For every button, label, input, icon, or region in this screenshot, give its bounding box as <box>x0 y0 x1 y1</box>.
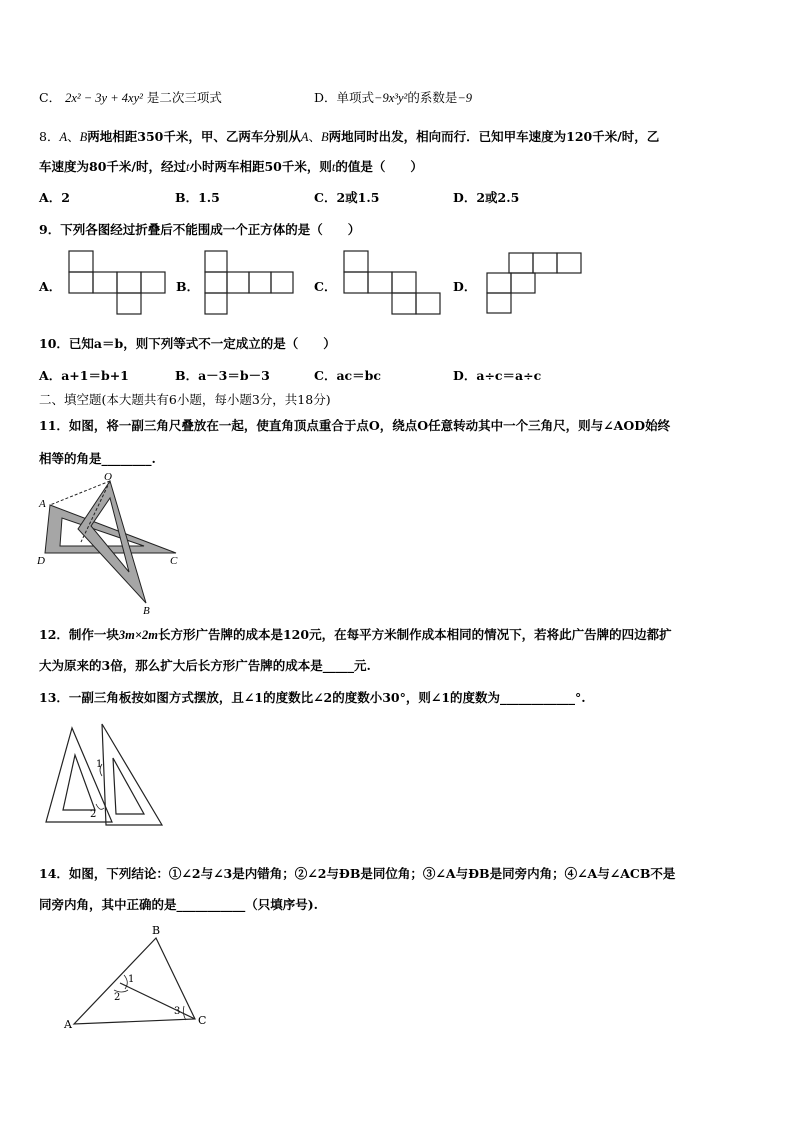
q13-figure <box>40 722 170 832</box>
q10-stem: 10．已知a＝b，则下列等式不一定成立的是（ ） <box>39 336 336 351</box>
label-angle-2: 2 <box>114 992 121 1003</box>
q8-point-b: B <box>79 130 88 144</box>
q12-text-2: 长方形广告牌的成本是120元，在每平方米制作成本相同的情况下，若将此广告牌的四边都扩 <box>157 627 672 642</box>
q7-c-label: C． <box>39 90 62 105</box>
q8-option-d: D．2或2.5 <box>453 190 520 205</box>
q8-number: 8． <box>39 129 60 144</box>
q9-label-b: B． <box>176 279 200 294</box>
q8-point-a: A <box>59 130 68 144</box>
label-angle-2: 2 <box>90 809 97 820</box>
q8-text-1: 两地相距350千米，甲、乙两车分别从 <box>87 129 301 144</box>
q8-option-a: A．2 <box>39 190 70 205</box>
q9-net-b <box>204 250 304 316</box>
q10-option-d: D．a÷c＝a÷c <box>453 368 542 383</box>
label-angle-1: 1 <box>96 759 103 770</box>
q8-option-b: B．1.5 <box>175 190 220 205</box>
q8-sep: 、 <box>67 129 80 144</box>
q11-line1: 11．如图，将一副三角尺叠放在一起，使直角顶点重合于点O，绕点O任意转动其中一个三角尺，则与∠AOD始终 <box>39 418 671 433</box>
label-b: B <box>143 605 150 617</box>
angle-3-arc <box>183 1006 186 1020</box>
label-b: B <box>152 924 161 937</box>
q14-line2: 同旁内角，其中正确的是___________（只填序号). <box>39 897 319 912</box>
q7-c-text: 是二次三项式 <box>146 90 222 105</box>
q12-dimensions: 3m×2m <box>118 628 158 642</box>
q9-net-a <box>68 250 168 316</box>
q7-d-value: −9 <box>457 91 473 105</box>
q8-text-3: 车速度为80千米/时，经过 <box>39 159 186 174</box>
q8-text-5: 的值是（ ） <box>335 159 423 174</box>
q14-figure <box>62 920 222 1035</box>
q7-d-label: D．单项式 <box>314 90 375 105</box>
triangle-left <box>46 728 112 822</box>
label-d: D <box>37 555 45 567</box>
label-angle-1: 1 <box>128 974 135 985</box>
q7-d-math: −9x³y² <box>374 91 408 105</box>
q7-c-math: 2x² − 3y + 4xy² <box>65 91 143 105</box>
q9-label-a: A． <box>39 279 62 294</box>
angle-2-arc <box>96 804 104 809</box>
q8-text-4: 小时两车相距50千米，则 <box>189 159 332 174</box>
q8-option-c: C．2或1.5 <box>314 190 380 205</box>
q12-line1 <box>39 625 672 643</box>
q8-line2 <box>39 157 423 175</box>
q7-option-d <box>314 88 472 106</box>
q14-line1: 14．如图，下列结论：①∠2与∠3是内错角；②∠2与ÐB是同位角；③∠A与ÐB是同旁内角；④∠A与∠ACB不是 <box>39 866 676 881</box>
q9-net-d <box>486 252 586 318</box>
triangle-right <box>102 724 162 825</box>
q7-option-c <box>39 88 222 106</box>
label-angle-3: 3 <box>174 1006 181 1017</box>
q11-line2: 相等的角是________. <box>39 451 156 466</box>
triangle-adc <box>45 505 176 553</box>
q8-text-2: 两地同时出发，相向而行．已知甲车速度为120千米/时，乙 <box>328 129 660 144</box>
q9-label-c: C． <box>314 279 337 294</box>
q8-sep2: 、 <box>308 129 321 144</box>
q13-line: 13．一副三角板按如图方式摆放，且∠1的度数比∠2的度数小30°，则∠1的度数为____________°. <box>39 690 586 705</box>
q8-var-t2: t <box>331 160 336 174</box>
q8-point-a2: A <box>300 130 309 144</box>
q9-label-d: D． <box>453 279 477 294</box>
q11-figure <box>36 472 186 617</box>
label-o: O <box>104 471 112 483</box>
q7-d-text: 的系数是 <box>407 90 458 105</box>
section-heading: 二、填空题(本大题共有6小题，每小题3分，共18分) <box>39 392 331 407</box>
label-c: C <box>198 1014 207 1027</box>
label-c: C <box>170 555 178 567</box>
q8-line1 <box>39 127 659 145</box>
q8-point-b2: B <box>321 130 329 144</box>
q12-text-1: 12．制作一块 <box>39 627 119 642</box>
q12-line2: 大为原来的3倍，那么扩大后长方形广告牌的成本是_____元. <box>39 658 371 673</box>
q10-option-b: B．a－3＝b－3 <box>175 368 270 383</box>
q10-option-a: A．a+1＝b+1 <box>39 368 129 383</box>
q9-net-c <box>343 250 443 316</box>
label-a: A <box>64 1018 72 1031</box>
q9-stem: 9．下列各图经过折叠后不能围成一个正方体的是（ ） <box>39 222 361 237</box>
q8-var-t: t <box>185 160 190 174</box>
q10-option-c: C．ac＝bc <box>314 368 382 383</box>
label-a: A <box>39 498 46 510</box>
